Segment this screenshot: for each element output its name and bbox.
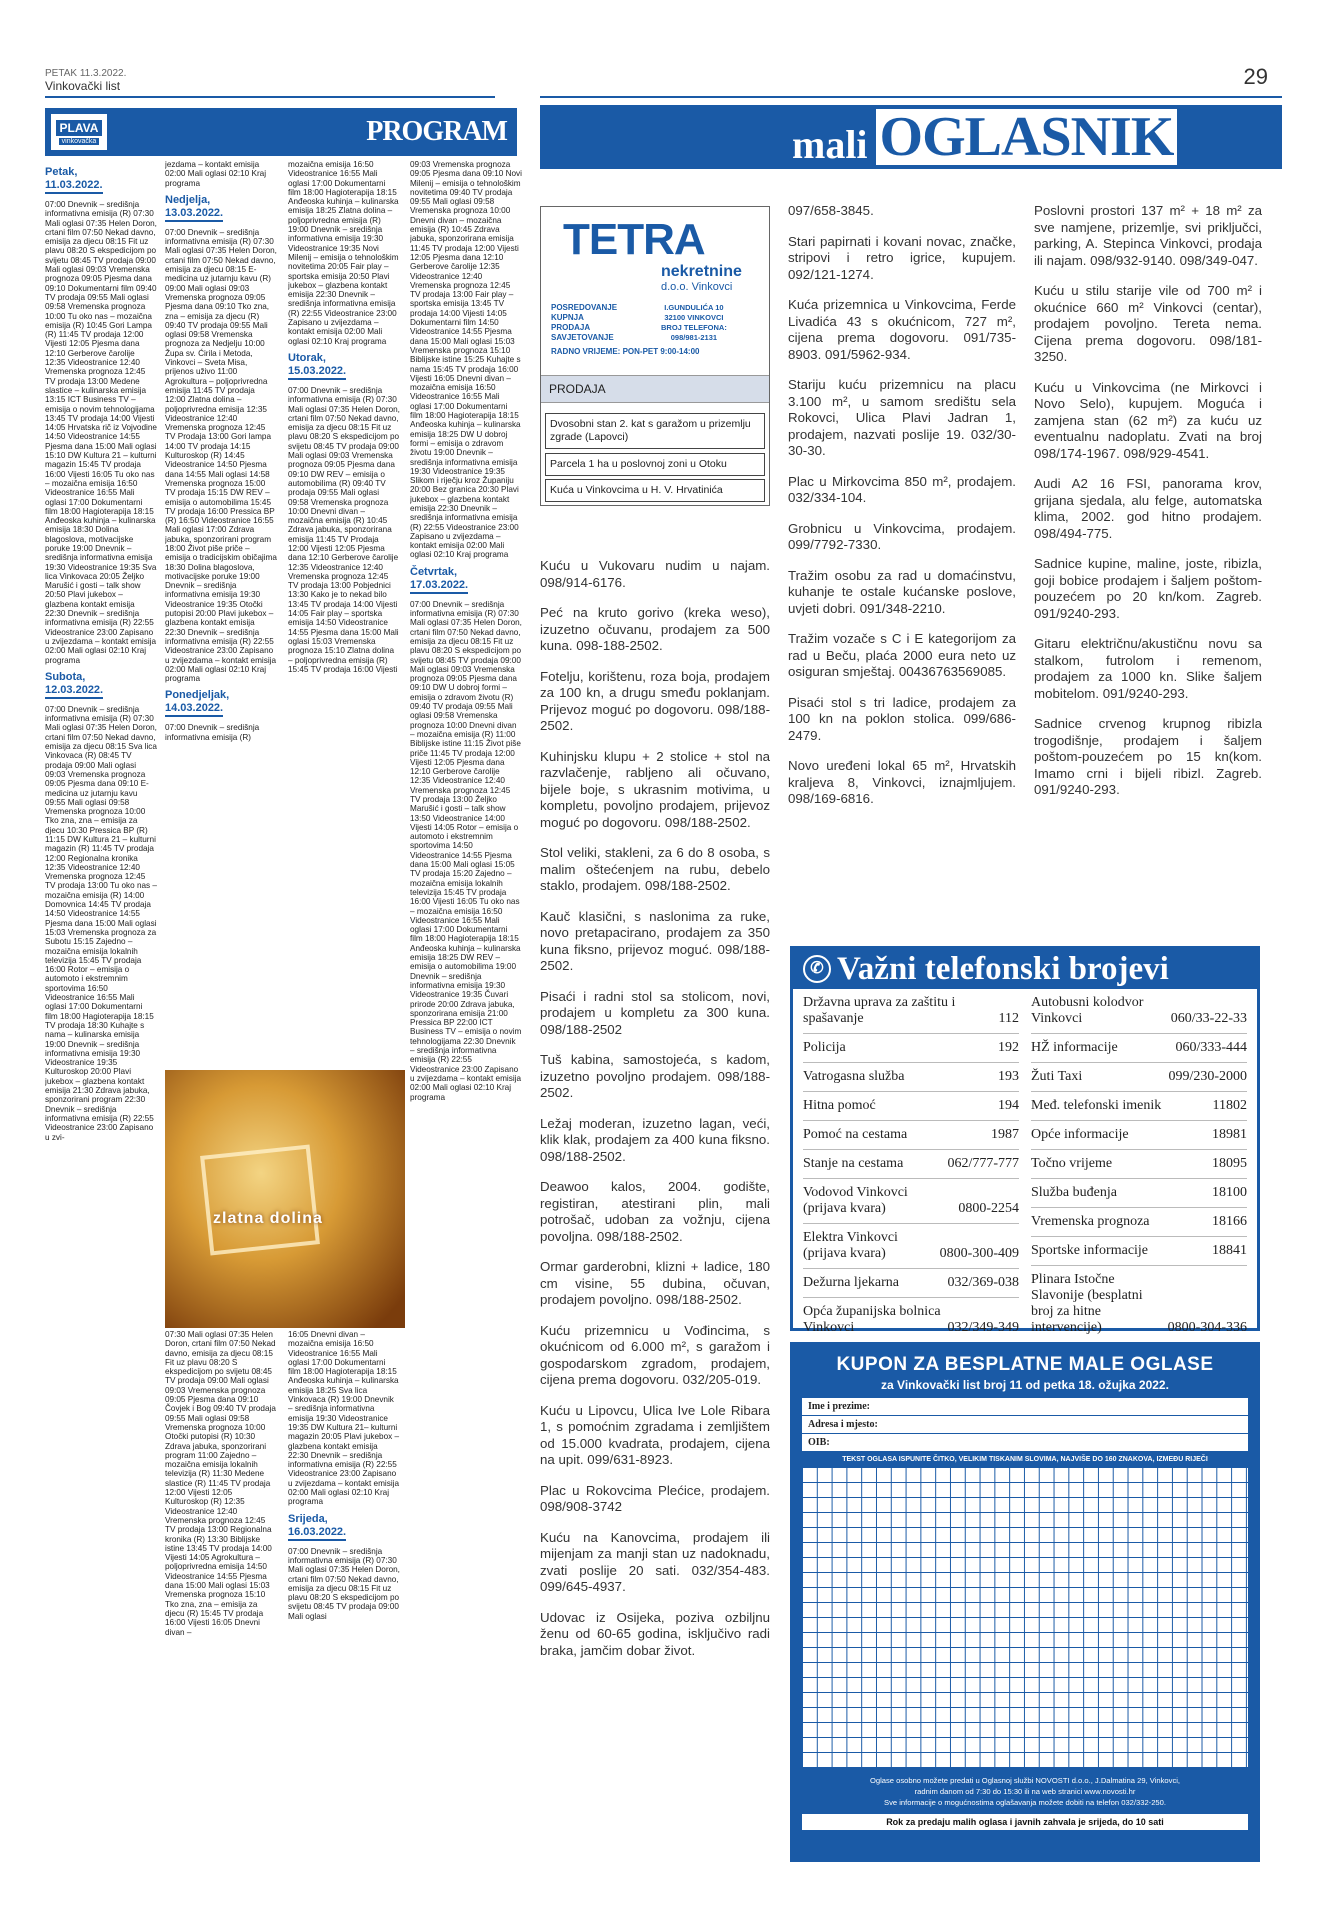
tetra-sub: nekretnine <box>661 263 742 280</box>
important-phones-box <box>790 946 1260 1335</box>
classified-ad: Plac u Mirkovcima 850 m², prodajem. 032/334-104. <box>788 473 1016 505</box>
program-text: jezdama – kontakt emisija 02:00 Mali oglasi 02:10 Kraj programa <box>165 160 267 188</box>
phone-number: 18095 <box>1212 1156 1247 1171</box>
header-rule <box>45 96 495 98</box>
classifieds-column-1 <box>540 558 770 1673</box>
program-day-heading: Ponedjeljak, 14.03.2022. <box>165 689 277 717</box>
phone-name: Žuti Taxi <box>1031 1069 1083 1084</box>
phone-row <box>803 1269 1019 1298</box>
phone-name: Državna uprava za zaštitu i spašavanje <box>803 995 956 1026</box>
program-day-heading: Četvrtak, 17.03.2022. <box>410 566 522 594</box>
coupon-field-address[interactable]: Adresa i mjesto: <box>802 1416 1248 1434</box>
classified-ad: Gitaru električnu/akustičnu novu sa stalkom, futrolom i remenom, prodajem za 1000 kn. Slike šaljem mobitelom. 091/9240-293. <box>1034 636 1262 701</box>
phone-row <box>803 1034 1019 1063</box>
classified-ad: Audi A2 16 FSI, panorama krov, grijana sjedala, alu felge, automatska klima, 2002. god hitno prodajem. 098/494-775. <box>1034 476 1262 541</box>
phone-number: 099/230-2000 <box>1168 1069 1247 1084</box>
phone-row <box>1031 1150 1247 1179</box>
program-day-heading: Petak, 11.03.2022. <box>45 166 157 194</box>
phone-name: Stanje na cestama <box>803 1156 904 1171</box>
program-text: 16:05 Dnevni divan – mozaična emisija 16:50 Videostranice 16:55 Mali oglasi 17:00 Dokumentarni film 18:00 Hagioterapija 18:15 Anđeoska kuhinja – kulinarska emisija 18:25 Sva lica Vinkovaca (R) 19:00 Dnevnik – središnja informativna emisija 19:30 Videostranice 19:35 DW Kultura 21– kulturni magazin 20:05 Plavi jukebox – glazbena kontakt emisija 22:30 Dnevnik – središnja informativna emisija (R) 22:55 Videostranice 23:00 Zapisano u zvijezdama – kontakt emisija 02:00 Mali oglasi 02:10 Kraj programa <box>288 1330 400 1507</box>
program-text: 07:00 Dnevnik – središnja informativna emisija (R) <box>165 723 260 742</box>
footer-line: Oglase osobno možete predati u Oglasnoj službi NOVOSTI d.o.o., J.Dalmatina 29, Vinkovci, <box>869 1776 1181 1785</box>
phone-number: 112 <box>998 1011 1019 1026</box>
phone-row <box>1031 1237 1247 1266</box>
phone-number: 18100 <box>1212 1185 1247 1200</box>
classified-ad: Stariju kuću prizemnicu na placu 3.100 m², u samom središtu sela Rokovci, Ulica Plavi Jadran 1, prodajem, nazvati poslije 19. 032/30-30-30. <box>788 377 1016 458</box>
phone-number: 18841 <box>1212 1243 1247 1258</box>
phones-right <box>1025 989 1253 1343</box>
program-column-2-bottom <box>165 1330 277 1855</box>
phone-name: Autobusni kolodvor Vinkovci <box>1031 995 1144 1026</box>
plava-logo <box>49 112 109 152</box>
classified-ad: Udovac iz Osijeka, poziva ozbiljnu ženu od 60-65 godina, isključivo radi braka, jamčim dobar život. <box>540 1609 770 1658</box>
phone-name: Dežurna ljekarna <box>803 1275 899 1290</box>
phone-row <box>1031 1179 1247 1208</box>
tetra-hours: RADNO VRIJEME: PON-PET 9:00-14:00 <box>551 347 700 356</box>
logo-subtext: vinkovačka <box>59 138 100 145</box>
classified-ad: Kuću u Vinkovcima (ne Mirkovci i Novo Selo), kupujem. Moguća i zamjena stan (62 m²) za kuću uz eventualnu nadoplatu. Zvati na broj 098/174-1967. 098/929-4541. <box>1034 379 1262 461</box>
classified-ad: Kuću na Kanovcima, prodajem ili mijenjam za manji stan uz nadoknadu, zvati poslije 20 sati. 032/354-483. 099/645-4937. <box>540 1529 770 1594</box>
program-text: 09:03 Vremenska prognoza 09:05 Pjesma dana 09:10 Novi Milenij – emisija o tehnološkim novitetima 09:40 TV prodaja 09:55 Mali oglasi 09:58 Vremenska prognoza 10:00 Dnevni divan – mozaična emisija (R) 10:45 Zdrava jabuka, sponzorirana emisija 11:45 TV prodaja 12:00 Vijesti 12:05 Pjesma dana 12:10 Gerberove čarolije 12:35 Videostranice 12:40 Vremenska prognoza 12:45 TV prodaja 13:00 Fair play – sportska emisija 13:45 TV prodaja 14:00 Vijesti 14:05 Dokumentarni film 14:50 Videostranice 14:55 Pjesma dana 15:00 Mali oglasi 15:03 Vremenska prognoza 15:10 Biblijske istine 15:25 Kuhajte s nama 15:45 TV prodaja 16:00 Vijesti 16:05 Dnevni divan – mozaična emisija 16:50 Videostranice 16:55 Mali oglasi 17:00 Dokumentarni film 18:00 Hagioterapija 18:15 Anđeoska kuhinja – kulinarska emisija 18:25 DW U dobroj formi – emisija o zdravom životu 19:00 Dnevnik – središnja informativna emisija 19:30 Videostranice 19:35 Slikom i riječju kroz Županiju 20:00 Bez granica 20:30 Plavi jukebox – glazbena kontakt emisija 22:30 Dnevnik – središnja informativna emisija (R) 22:55 Videostranice 23:00 Zapisano u zvijezdama – kontakt emisija 02:00 Mali oglasi 02:10 Kraj programa <box>410 160 522 560</box>
classified-ad: Ormar garderobni, klizni + ladice, 180 cm visine, 55 dubina, očuvan, prodajem povoljno. 098/188-2502. <box>540 1259 770 1307</box>
tetra-logo: TETRA <box>563 215 705 264</box>
address-line: BROJ TELEFONA: <box>661 323 727 332</box>
classified-ad: Kauč klasični, s naslonima za ruke, novo pretapacirano, prodajem za 350 kuna fiksno, prijevoz moguć. 098/188-2502. <box>540 908 770 973</box>
tetra-company: d.o.o. Vinkovci <box>661 281 733 293</box>
phone-name: Opće informacije <box>1031 1127 1129 1142</box>
classified-ad: Novo uređeni lokal 65 m², Hrvatskih kraljeva 8, Vinkovci, iznajmljujem. 098/169-6816. <box>788 758 1016 806</box>
coupon-instruction: TEKST OGLASA ISPUNITE ČITKO, VELIKIM TISKANIM SLOVIMA, NAJVIŠE DO 160 ZNAKOVA, IZMEĐU RIJEČI <box>842 1456 1208 1463</box>
program-text: 07:30 Mali oglasi 07:35 Helen Doron, crtani film 07:50 Nekad davno, emisija za djecu 08:15 Fit uz plavu 08:20 S ekspedicijom po svijetu 08:45 TV prodaja 09:00 Mali oglasi 09:03 Vremenska prognoza 09:05 Pjesma dana 09:10 Čovjek i Bog 09:40 TV prodaja 09:55 Mali oglasi 09:58 Vremenska prognoza 10:00 Otočki putopisi (R) 10:30 Zdrava jabuka, sponzorirani program 11:00 Zajedno – mozaična emisija lokalnih televizija (R) 11:30 Medene slastice (R) 11:45 TV prodaja 12:00 Vijesti 12:05 Kulturoskop (R) 12:35 Videostranice 12:40 Vremenska prognoza 12:45 TV prodaja 13:00 Regionalna kronika (R) 13:30 Biblijske istine 13:45 TV prodaja 14:00 Vijesti 14:05 Agrokultura – poljoprivredna emisija 14:50 Videostranice 14:55 Pjesma dana 15:00 Mali oglasi 15:03 Vremenska prognoza 15:10 Tko zna, zna – emisija za djecu (R) 15:45 TV prodaja 16:00 Vijesti 16:05 Dnevni divan – <box>165 1330 276 1637</box>
classified-ad: Kuću prizemnicu u Vođincima, s okućnicom od 6.000 m², s garažom i gospodarskom zgradom, prodajem, cijena prema dogovoru. 032/205-019. <box>540 1322 770 1387</box>
oglasnik-mali: mali <box>792 121 868 167</box>
phone-row <box>803 1063 1019 1092</box>
phone-row <box>803 1092 1019 1121</box>
phone-row <box>1031 1092 1247 1121</box>
phone-number: 1987 <box>991 1127 1019 1142</box>
program-text: mozaična emisija 16:50 Videostranice 16:55 Mali oglasi 17:00 Dokumentarni film 18:00 Hagioterapija 18:15 Anđeoska kuhinja – kulinarska emisija 18:25 Zlatna dolina – poljoprivredna emisija (R) 19:00 Dnevnik – središnja informativna emisija 19:30 Videostranice 19:35 Novi Milenij – emisija o tehnološkim novitetima 20:05 Fair play – sportska emisija 20:50 Plavi jukebox – glazbena kontakt emisija 22:30 Dnevnik – središnja informativna emisija (R) 22:55 Videostranice 23:00 Zapisano u zvijezdama – kontakt emisija 02:00 Mali oglasi 02:10 Kraj programa <box>288 160 399 346</box>
phone-number: 032/349-349 <box>947 1320 1019 1335</box>
classified-ad: Kuću u Lipovcu, Ulica Ive Lole Ribara 1, s pomoćnim zgradama i zemljištem od 15.000 kvadrata, prodajem, cijena na upit. 099/631-8923. <box>540 1402 770 1467</box>
phone-row <box>803 1298 1019 1343</box>
classified-ad: Kuću u stilu starije vile od 700 m² i okućnice 660 m² Vinkovci (centar), prodajem povoljno. Tereta nema. Cijena prema dogovoru. 098/181-3250. <box>1034 283 1262 364</box>
phone-name: Vatrogasna služba <box>803 1069 905 1084</box>
phone-number: 192 <box>998 1040 1019 1055</box>
header-rule-right <box>540 96 1282 98</box>
phone-name: Sportske informacije <box>1031 1243 1149 1258</box>
phone-number: 060/333-444 <box>1175 1040 1247 1055</box>
program-day-heading: Srijeda, 16.03.2022. <box>288 1513 400 1541</box>
phone-row <box>803 1121 1019 1150</box>
classified-ad: Fotelju, korištenu, roza boja, prodajem za 100 kn, a drugu smeđu poklanjam. Prijevoz moguć po dogovoru. 098/188-2502. <box>540 668 770 733</box>
classified-ad: Sadnice crvenog krupnog ribizla trogodišnje, prodajem i šaljem poštom-pouzećem po 15 kn(kom. Imamo crni i bijeli ribizl. Zagreb. 091/9240-293. <box>1034 716 1262 797</box>
phone-icon: ✆ <box>803 955 831 983</box>
program-day-heading: Utorak, 15.03.2022. <box>288 352 400 380</box>
program-column-3 <box>288 160 400 1065</box>
phone-name: Vremenska prognoza <box>1031 1214 1150 1229</box>
classified-ad: Ležaj moderan, izuzetno lagan, veći, klik klak, prodajem za 400 kuna fiksno. 098/188-2502. <box>540 1115 770 1164</box>
free-ad-coupon <box>790 1342 1260 1862</box>
program-title: PROGRAM <box>366 116 507 147</box>
program-text: 07:00 Dnevnik – središnja informativna emisija (R) 07:30 Mali oglasi 07:35 Helen Doron, crtani film 07:50 Nekad davno, emisija za djecu 08:15 Fit uz plavu 08:20 S ekspedicijom po svijetu 08:45 TV prodaja 09:00 Mali oglasi 09:03 Vremenska prognoza 09:05 Pjesma dana 09:10 DW U dobroj formi – emisija o zdravom životu (R) 09:40 TV prodaja 09:55 Mali oglasi 09:58 Vremenska prognoza 10:00 Dnevni divan – mozaična emisija (R) 11:00 Biblijske istine 11:15 Život piše priče 11:45 TV prodaja 12:00 Vijesti 12:05 Pjesma dana 12:10 Gerberove čarolije 12:35 Videostranice 12:40 Vremenska prognoza 12:45 TV prodaja 13:00 Željko Marušić i gosti – talk show 13:50 Videostranice 14:00 Vijesti 14:05 Rotor – emisija o automoto i ekstremnim sportovima 14:50 Videostranice 14:55 Pjesma dana 15:00 Mali oglasi 15:05 TV prodaja 15:20 Zajedno – mozaična emisija lokalnih televizija 15:45 TV prodaja 16:00 Vijesti 16:05 Tu oko nas – mozaična emisija 16:50 Videostranice 16:55 Mali oglasi 17:00 Dokumentarni film 18:00 Hagioterapija 18:15 Anđeoska kuhinja – kulinarska emisija 18:25 DW REV – emisija o automobilima 19:00 Dnevnik – središnja informativna emisija 19:30 Videostranice 19:35 Čuvari prirode 20:00 Zdrava jabuka, sponzorirana emisija 21:00 Pressica BP 22:00 ICT Business TV – emisija o novim tehnologijama 22:30 Dnevnik – središnja informativna emisija (R) 22:55 Videostranice 23:00 Zapisano u zvijezdama – kontakt emisija 02:00 Mali oglasi 02:10 Kraj programa <box>410 599 522 1102</box>
tetra-address <box>661 303 727 343</box>
phones-left <box>797 989 1025 1343</box>
coupon-letter-grid[interactable] <box>802 1467 1248 1767</box>
program-text: 07:00 Dnevnik – središnja informativna emisija (R) 07:30 Mali oglasi 07:35 Helen Doron, crtani film 07:50 Nekad davno, emisija za djecu 08:15 Fit uz plavu 08:20 S ekspedicijom po svijetu 08:45 TV prodaja 09:00 Mali oglasi 09:03 Vremenska prognoza 09:05 Pjesma dana 09:10 DW REV – emisija o automobilima (R) 09:40 TV prodaja 09:55 Mali oglasi 09:58 Vremenska prognoza 10:00 Dnevni divan – mozaična emisija (R) 10:45 Zdrava jabuka, sponzorirana emisija 11:45 TV Prodaja 12:00 Vijesti 12:05 Pjesma dana 12:10 Gerberove čarolije 12:35 Videostranice 12:40 Vremenska prognoza 12:45 TV prodaja 13:00 Pobjednici 13:30 Kako je to nekad bilo 13:45 TV prodaja 14:00 Vijesti 14:05 Fair play – sportska emisija 14:50 Videostranice 14:55 Pjesma dana 15:00 Mali oglasi 15:03 Vremenska prognoza 15:10 Zlatna dolina – poljoprivredna emisija (R) 15:45 TV prodaja 16:00 Vijesti <box>288 385 400 674</box>
program-column-3-bottom <box>288 1330 400 1855</box>
classified-ad: Kuća prizemnica u Vinkovcima, Ferde Livadića 43 s okućnicom, 727 m², cijena prema dogovoru. 091/735-8903. 091/5962-934. <box>788 297 1016 362</box>
tetra-item: Dvosobni stan 2. kat s garažom u prizemlju zgrade (Lapovci) <box>545 413 765 449</box>
phone-row <box>803 1224 1019 1269</box>
phone-row <box>803 1150 1019 1179</box>
oglasnik-header <box>540 105 1282 169</box>
program-column-4 <box>410 160 522 1860</box>
coupon-title: KUPON ZA BESPLATNE MALE OGLASE <box>836 1354 1214 1375</box>
program-column-2 <box>165 160 277 1065</box>
phone-row <box>803 989 1019 1034</box>
phone-row <box>1031 989 1247 1034</box>
phone-name: Plinara Istočne Slavonije (besplatni broj za hitne intervencije) <box>1031 1272 1143 1335</box>
phone-row <box>1031 1121 1247 1150</box>
tetra-services <box>551 303 617 343</box>
program-day-heading: Subota, 12.03.2022. <box>45 671 157 699</box>
phone-name: Međ. telefonski imenik <box>1031 1098 1162 1113</box>
page-number: 29 <box>1243 64 1268 89</box>
service: SAVJETOVANJE <box>551 333 614 342</box>
classified-ad: Kuhinjsku klupu + 2 stolice + stol na razvlačenje, rabljeno ali očuvano, bijele boje, s ukrasnim motivima, u kompletu, povoljno prodajem, prijevoz moguć po dogovoru. 098/188-2502. <box>540 748 770 830</box>
classified-ad: Poslovni prostori 137 m² + 18 m² za sve namjene, prizemlje, svi priključci, parking, A. Stepinca Vinkovci, prodaja ili najam. 098/932-9140. 098/349-047. <box>1034 203 1262 268</box>
coupon-field-oib[interactable]: OIB: <box>802 1434 1248 1452</box>
classified-ad: Deawoo kalos, 2004. godište, registiran, atestirani plin, mali potrošač, udoban za vožnju, cijena povoljna. 098/188-2502. <box>540 1179 770 1244</box>
classified-ad: Pisaći stol s tri ladice, prodajem za 100 kn na poklon stolica. 099/686-2479. <box>788 694 1016 743</box>
classifieds-column-2 <box>788 203 1016 822</box>
classified-ad: Tražim osobu za rad u domaćinstvu, kuhanje te ostale kućanske poslove, uvjeti dobri. 091/348-2210. <box>788 567 1016 616</box>
oglasnik-title: OGLASNIK <box>876 109 1178 165</box>
publication-name: Vinkovački list <box>45 79 121 93</box>
tetra-item: Parcela 1 ha u poslovnoj zoni u Otoku <box>545 453 765 476</box>
phone-number: 193 <box>998 1069 1019 1084</box>
classified-ad: Sadnice kupine, maline, joste, ribizla, goji bobice prodajem i šaljem poštom-pouzećem po 20 kn/kom. Zagreb. 091/9240-293. <box>1034 556 1262 621</box>
classified-ad: Kuću u Vukovaru nudim u najam. 098/914-6176. <box>540 558 770 590</box>
phone-number: 18166 <box>1212 1214 1247 1229</box>
classifieds-column-3 <box>1034 203 1262 813</box>
program-text: 07:00 Dnevnik – središnja informativna emisija (R) 07:30 Mali oglasi 07:35 Helen Doron, crtani film 07:50 Nekad davno, emisija za djecu 08:15 Fit uz plavu 08:20 S ekspedicijom po svijetu 08:45 TV prodaja 09:00 Mali oglasi <box>288 1546 400 1621</box>
phone-number: 194 <box>998 1098 1019 1113</box>
phone-name: Hitna pomoć <box>803 1098 876 1113</box>
footer-line: radnim danom od 7:30 do 15:30 ili na web stranici www.novosti.hr <box>914 1787 1136 1796</box>
phone-row <box>803 1179 1019 1224</box>
phone-number: 18981 <box>1212 1127 1247 1142</box>
phone-name: Policija <box>803 1040 846 1055</box>
phone-name: Točno vrijeme <box>1031 1156 1113 1171</box>
phone-number: 0800-2254 <box>958 1201 1019 1216</box>
classified-ad: Tražim vozače s C i E kategorijom za rad u Beču, plaća 2000 eura neto uz osiguran smještaj. 00436763569085. <box>788 631 1016 679</box>
issue-date: PETAK 11.3.2022. <box>45 68 127 79</box>
phone-number: 0800-304-336 <box>1167 1320 1247 1335</box>
phone-row <box>1031 1034 1247 1063</box>
phone-name: HŽ informacije <box>1031 1040 1118 1055</box>
classified-ad: Plac u Rokovcima Plećice, prodajem. 098/908-3742 <box>540 1482 770 1514</box>
phone-name: Služba buđenja <box>1031 1185 1117 1200</box>
classified-ad: Stol veliki, stakleni, za 6 do 8 osoba, s malim oštećenjem na rubu, debelo staklo, prodajem. 098/188-2502. <box>540 845 770 893</box>
classified-ad: Pisaći i radni stol sa stolicom, novi, prodajem u kompletu za 300 kuna. 098/188-2502 <box>540 988 770 1037</box>
program-header <box>45 108 517 156</box>
phone-name: Pomoć na cestama <box>803 1127 908 1142</box>
coupon-deadline: Rok za predaju malih oglasa i javnih zahvala je srijeda, do 10 sati <box>802 1814 1248 1830</box>
zlatna-dolina-photo <box>165 1070 405 1328</box>
program-text: 07:00 Dnevnik – središnja informativna emisija (R) 07:30 Mali oglasi 07:35 Helen Doron, crtani film 07:50 Nekad davno, emisija za djecu 08:15 Sva lica Vinkovaca (R) 08:45 TV prodaja 09:00 Mali oglasi 09:03 Vremenska prognoza 09:05 Pjesma dana 09:10 E-medicina uz jutarnju kavu 09:55 Mali oglasi 09:58 Vremenska prognoza 10:00 Tko zna, zna – emisija za djecu 10:30 Pressica BP (R) 11:15 DW Kultura 21 – kulturni magazin (R) 11:45 TV prodaja 12:00 Regionalna kronika 12:35 Videostranice 12:40 Vremenska prognoza 12:45 TV prodaja 13:00 Tu oko nas – mozaična emisija (R) 14:00 Domovnica 14:45 TV prodaja 14:50 Videostranice 14:55 Pjesma dana 15:00 Mali oglasi 15:03 Vremenska prognoza za Subotu 15:15 Zajedno – mozaična emisija lokalnih televizija 15:45 TV prodaja 16:00 Rotor – emisija o automoto i ekstremnim sportovima 16:50 Videostranice 16:55 Mali oglasi 17:00 Dokumentarni film 18:00 Hagioterapija 18:15 TV prodaja 18:30 Kuhajte s nama – kulinarska emisija 19:00 Dnevnik – središnja informativna emisija 19:30 Videostranice 19:35 Kulturoskop 20:00 Plavi jukebox – glazbena kontakt emisija 21:30 Zdrava jabuka, sponzorirani program 22:30 Dnevnik – središnja informativna emisija (R) 22:55 Videostranice 23:00 Zapisano u zvi- <box>45 704 157 1142</box>
phone-row <box>1031 1266 1247 1343</box>
service: PRODAJA <box>551 323 591 332</box>
footer-line: Sve informacije o mogućnostima oglašavanja možete dobiti na telefon 032/332-250. <box>884 1798 1166 1807</box>
program-text: 07:00 Dnevnik – središnja informativna emisija (R) 07:30 Mali oglasi 07:35 Helen Doron, crtani film 07:50 Nekad davno, emisija za djecu 08:15 E-medicina uz jutarnju kavu (R) 09:00 Mali oglasi 09:03 Vremenska prognoza 09:05 Pjesma dana 09:10 Tko zna, zna – emisija za djecu (R) 09:40 TV prodaja 09:55 Mali oglasi 09:58 Vremenska prognoza za Nedjelju 10:00 Župa sv. Ćirila i Metoda, Vinkovci – Sveta Misa, prijenos uživo 11:00 Agrokultura – poljoprivredna emisija 11:45 TV prodaja 12:00 Zlatna dolina – poljoprivredna emisija 12:35 Videostranice 12:40 Vremenska prognoza 12:45 TV Prodaja 13:00 Gori lampa 14:00 TV prodaja 14:15 Kulturoskop (R) 14:45 Videostranice 14:50 Pjesma dana 14:55 Mali oglasi 14:58 Vremenska prognoza 15:00 TV prodaja 15:15 DW REV – emisija o automobilima 15:45 TV prodaja 16:00 Pressica BP (R) 16:50 Videostranice 16:55 Mali oglasi 17:00 Zdrava jabuka, sponzorirani program 18:00 Život piše priče – emisija o tradicijskim običajima 18:30 Dolina blagoslova, motivacijske poruke 19:00 Dnevnik – središnja informativna emisija 19:30 Videostranice 19:35 Otočki putopisi 20:00 Plavi jukebox – glazbena kontakt emisija 22:30 Dnevnik – središnja informativna emisija (R) 22:55 Videostranice 23:00 Zapisano u zvijezdama – kontakt emisija 02:00 Mali oglasi 02:10 Kraj programa <box>165 227 277 684</box>
classified-ad: Peć na kruto gorivo (kreka weso), izuzetno očuvanu, prodajem za 500 kuna. 098-188-2502. <box>540 605 770 653</box>
phone-name: Vodovod Vinkovci (prijava kvara) <box>803 1185 908 1216</box>
phone-number: 032/369-038 <box>947 1275 1019 1290</box>
classified-ad: Grobnicu u Vinkovcima, prodajem. 099/7792-7330. <box>788 520 1016 552</box>
address-line: 098/981-2131 <box>670 333 718 342</box>
program-day-heading: Nedjelja, 13.03.2022. <box>165 194 277 222</box>
classified-ad: 097/658-3845. <box>788 203 874 218</box>
tetra-item: Kuća u Vinkovcima u H. V. Hrvatinića <box>545 479 765 502</box>
phones-title-text: Važni telefonski brojevi <box>837 951 1169 987</box>
coupon-field-name[interactable]: Ime i prezime: <box>802 1398 1248 1416</box>
coupon-subtitle: za Vinkovački list broj 11 od petka 18. ožujka 2022. <box>881 1378 1169 1392</box>
service: POSREDOVANJE <box>551 303 618 312</box>
logo-text: PLAVA <box>56 120 103 136</box>
phone-number: 0800-300-409 <box>939 1246 1019 1261</box>
tetra-prodaja-label: PRODAJA <box>541 375 769 403</box>
phone-row <box>1031 1063 1247 1092</box>
photo-caption: zlatna dolina <box>213 1210 323 1227</box>
phone-number: 062/777-777 <box>947 1156 1019 1171</box>
tetra-advert <box>540 206 770 506</box>
phone-row <box>1031 1208 1247 1237</box>
phone-name: Elektra Vinkovci (prijava kvara) <box>803 1230 898 1261</box>
program-text: 07:00 Dnevnik – središnja informativna emisija (R) 07:30 Mali oglasi 07:35 Helen Doron, crtani film 07:50 Nekad davno, emisija za djecu 08:15 Fit uz plavu 08:20 S ekspedicijom po svijetu 08:45 TV prodaja 09:00 Mali oglasi 09:03 Vremenska prognoza 09:05 Pjesma dana 09:10 Dokumentarni film 09:40 TV prodaja 09:55 Mali oglasi 09:58 Vremenska prognoza 10:00 Tu oko nas – mozaična emisija (R) 10:45 Gori Lampa (R) 11:45 TV prodaja 12:00 Vijesti 12:05 Pjesma dana 12:10 Gerberove čarolije 12:35 Videostranice 12:40 Vremenska prognoza 12:45 TV prodaja 13:00 Medene slastice – kulinarska emisija 13:15 ICT Business TV – emisija o novim tehnologijama 13:45 TV prodaja 14:00 Vijesti 14:05 Hrvatska rič iz Vojvodine 14:50 Videostranice 14:55 Pjesma dana 15:00 Mali oglasi 15:10 DW Kultura 21 – kulturni magazin 15:45 TV prodaja 16:00 Vijesti 16:05 Tu oko nas – mozaična emisija 16:50 Videostranice 16:55 Mali oglasi 17:00 Dokumentarni film 18:00 Hagioterapija 18:15 Anđeoska kuhinja – kulinarska emisija 18:30 Dolina blagoslova, motivacijske poruke 19:00 Dnevnik – središnja informativna emisija 19:30 Videostranice 19:35 Sva lica Vinkovaca 20:05 Željko Marušić i gosti – talk show 20:50 Plavi jukebox – glazbena kontakt emisija 22:30 Dnevnik – središnja informativna emisija (R) 22:55 Videostranice 23:00 Zapisano u zvijezdama – kontakt emisija 02:00 Mali oglasi 02:10 Kraj programa <box>45 200 157 665</box>
phones-title <box>793 949 1257 989</box>
phone-number: 060/33-22-33 <box>1170 1011 1247 1026</box>
service: KUPNJA <box>551 313 584 322</box>
coupon-footer <box>792 1775 1258 1808</box>
address-line: I.GUNDULIĆA 10 <box>664 303 724 312</box>
program-column-1 <box>45 160 157 1910</box>
phone-name: Opća županijska bolnica Vinkovci <box>803 1304 941 1335</box>
address-line: 32100 VINKOVCI <box>664 313 724 322</box>
photo-frame <box>200 1145 320 1256</box>
classified-ad: Tuš kabina, samostojeća, s kadom, izuzetno povoljno prodajem. 098/188-2502. <box>540 1052 770 1100</box>
classified-ad: Stari papirnati i kovani novac, značke, stripovi i retro igrice, kupujem. 092/121-1274. <box>788 233 1016 282</box>
phone-number: 11802 <box>1212 1098 1247 1113</box>
